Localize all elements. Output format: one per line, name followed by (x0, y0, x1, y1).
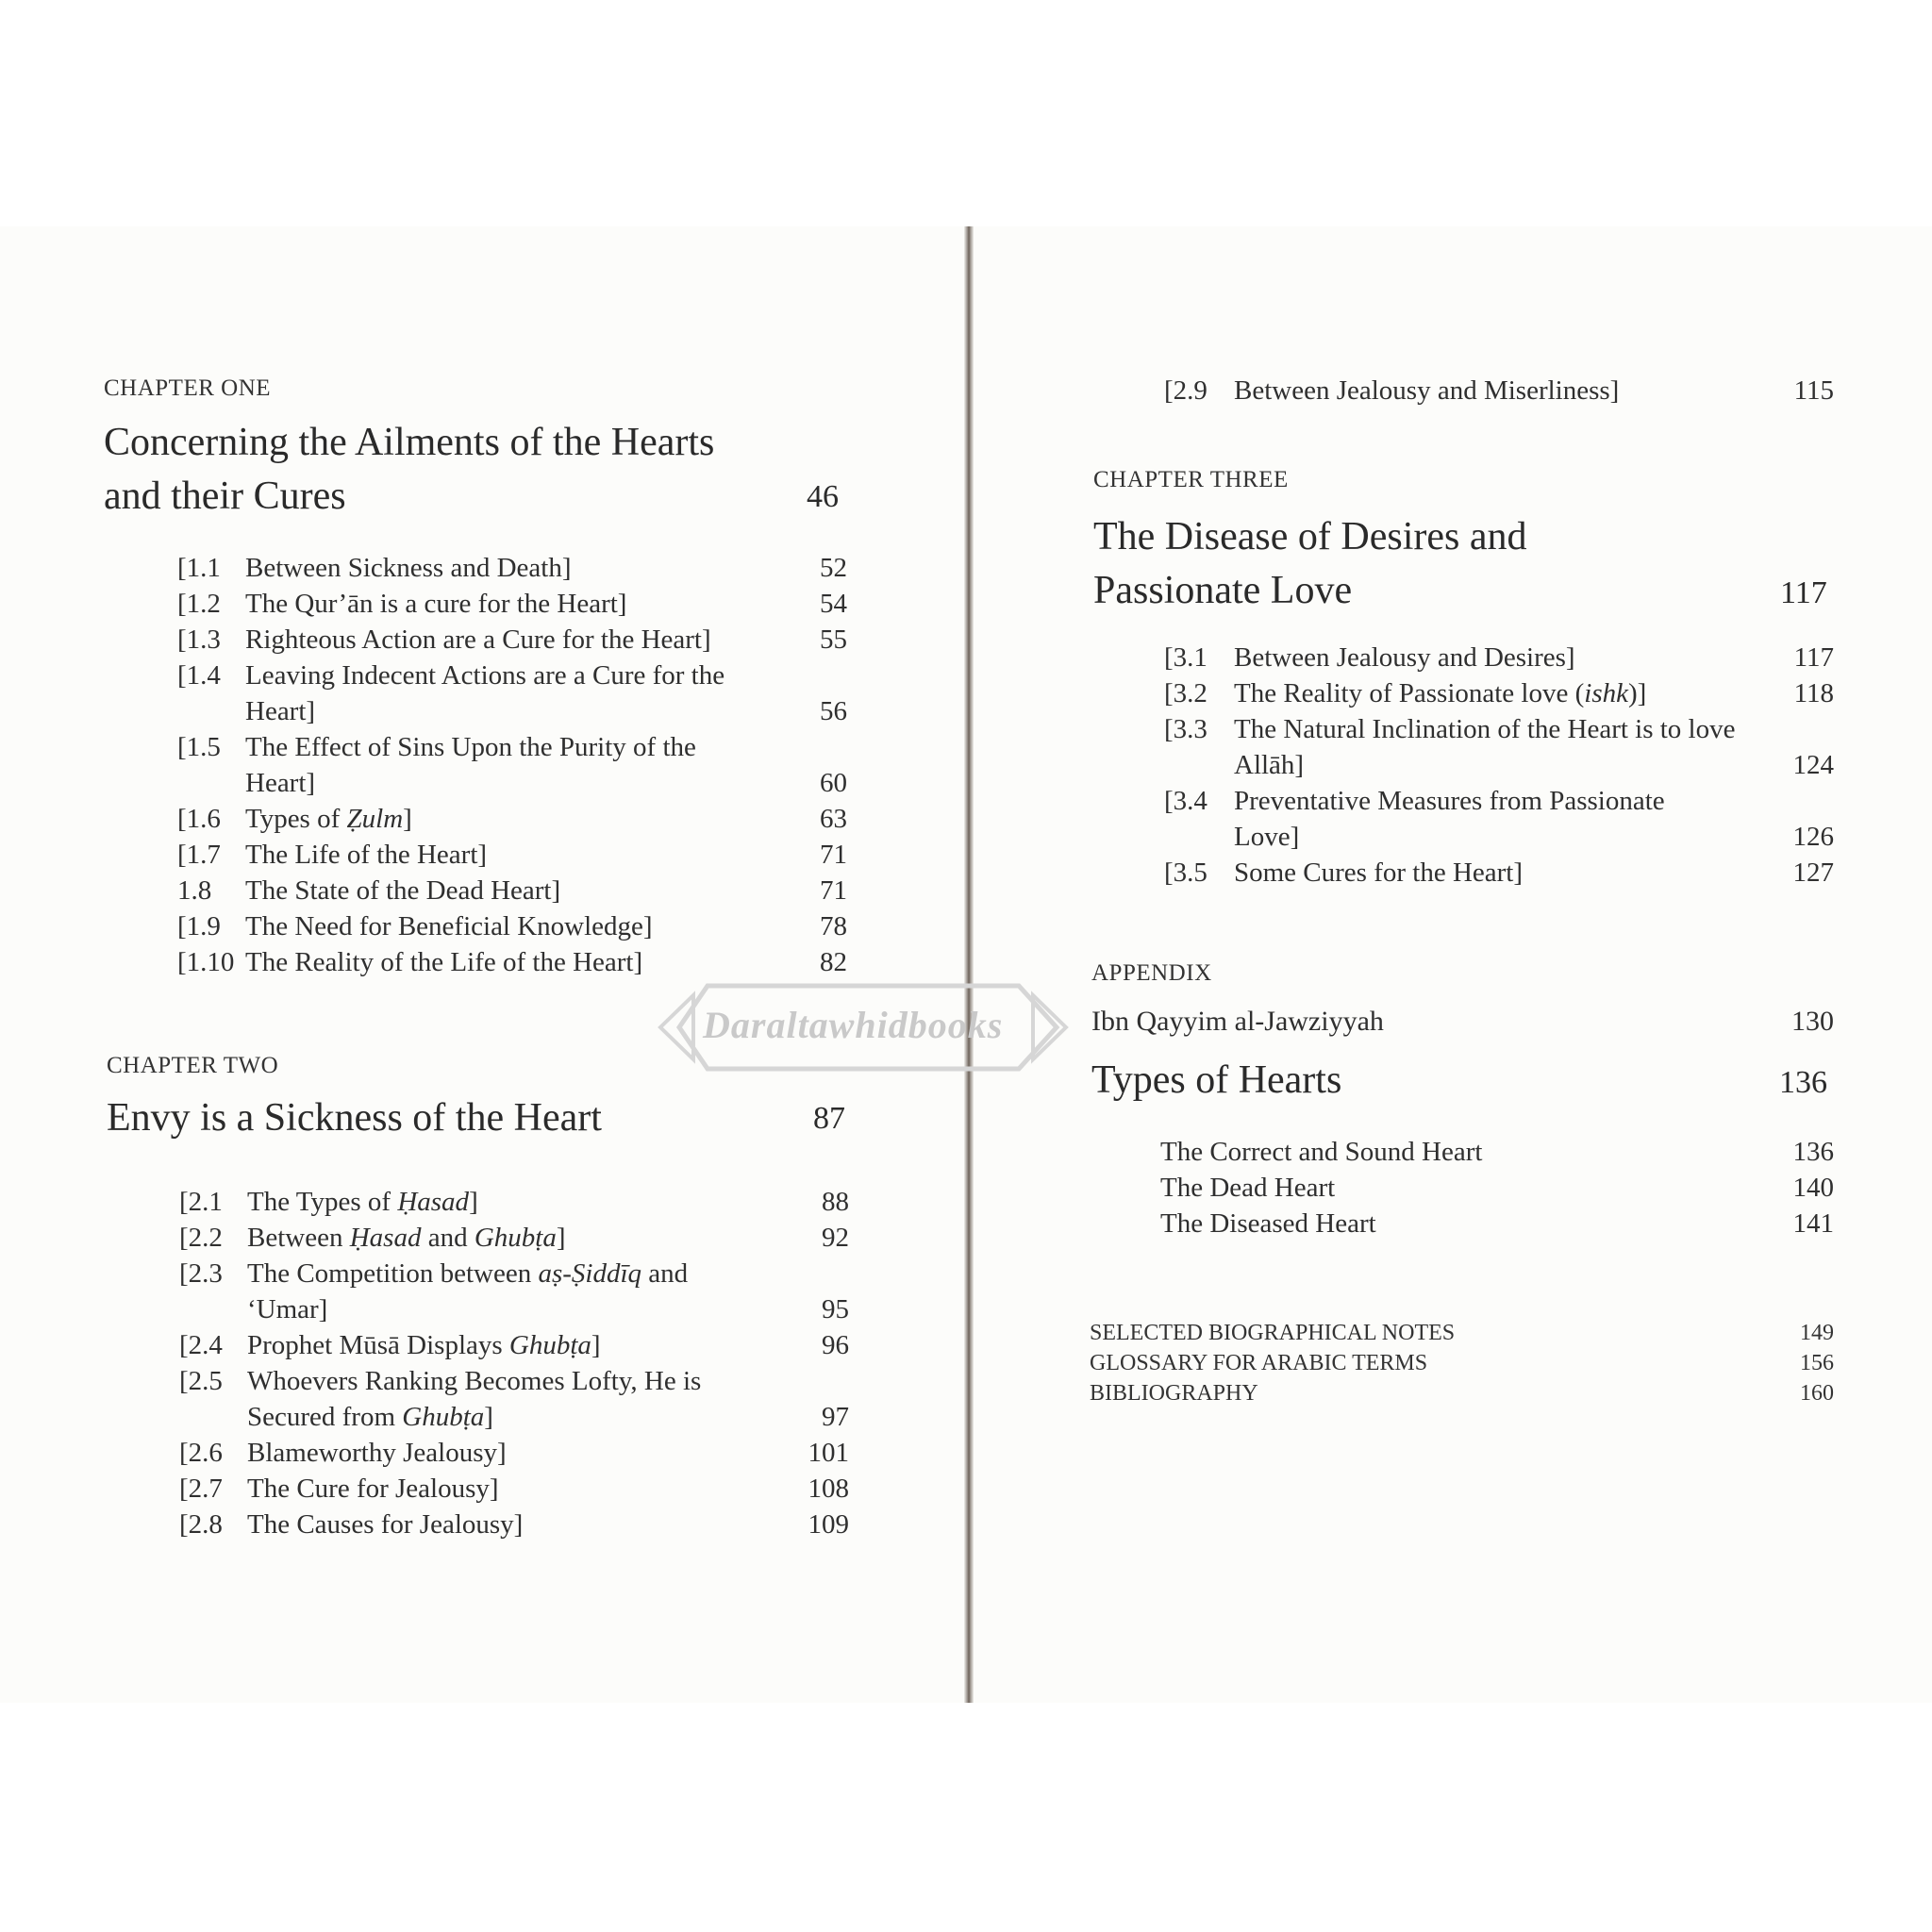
entry-title: Leaving Indecent Actions are a Cure for the (245, 660, 725, 691)
entry-number: [1.10 (177, 947, 235, 977)
entry-title-italic: Ḥasad (349, 1223, 422, 1253)
entry-title-mid: and (648, 1258, 689, 1289)
toc-entry (179, 1184, 849, 1220)
entry-title: The Correct and Sound Heart (1160, 1137, 1483, 1167)
entry-title-mid: and (427, 1223, 468, 1253)
entry-title-close: ] (484, 1402, 493, 1432)
entry-title-text: Types of (245, 804, 341, 834)
toc-entry (179, 1256, 849, 1327)
entry-title-text: Secured from (247, 1402, 396, 1432)
entry-number: [2.5 (179, 1366, 223, 1396)
toc-entry (1164, 373, 1834, 408)
entry-title-italic: aṣ-Ṣiddīq (538, 1258, 642, 1289)
entry-title: The Dead Heart (1160, 1173, 1336, 1203)
entry-title-close: ] (403, 804, 412, 834)
entry-number: [3.5 (1164, 858, 1208, 888)
entry-number: [3.1 (1164, 642, 1208, 673)
entry-number: 1.8 (177, 875, 212, 906)
entry-title: The Effect of Sins Upon the Purity of the (245, 732, 696, 762)
entry-title-continued: ‘Umar] (247, 1294, 328, 1324)
entry-page: 97 (822, 1402, 849, 1432)
entry-title: The Diseased Heart (1160, 1208, 1376, 1239)
entry-page: 96 (822, 1330, 849, 1360)
entry-number: [3.3 (1164, 714, 1208, 744)
appendix-item (1091, 1004, 1834, 1041)
entry-title: Whoevers Ranking Becomes Lofty, He is (247, 1366, 702, 1396)
toc-entry (177, 801, 847, 837)
entry-number: [2.7 (179, 1474, 223, 1504)
entry-title: The Cure for Jealousy] (247, 1474, 499, 1504)
chapter-three-title-line2: Passionate Love (1093, 569, 1353, 612)
entry-page: 109 (808, 1509, 849, 1540)
entry-title: Blameworthy Jealousy] (247, 1438, 507, 1468)
entry-title: The Causes for Jealousy] (247, 1509, 524, 1540)
entry-title-text: The Reality of Passionate love ( (1234, 678, 1585, 708)
entry-page: 101 (808, 1438, 849, 1468)
entry-title (247, 1327, 601, 1363)
toc-entry (179, 1363, 849, 1435)
entry-title: The Natural Inclination of the Heart is to love (1234, 714, 1736, 744)
backmatter-title: BIBLIOGRAPHY (1090, 1381, 1258, 1406)
entry-title (247, 1256, 688, 1291)
backmatter-page: 149 (1800, 1321, 1834, 1345)
entry-page: 71 (820, 840, 847, 870)
entry-title (245, 801, 412, 837)
entry-page: 54 (820, 589, 847, 619)
entry-title-text: Prophet Mūsā Displays (247, 1330, 503, 1360)
backmatter-entry (1090, 1318, 1834, 1348)
entry-title-continued: Heart] (245, 768, 316, 798)
entry-title-italic: ishk (1584, 678, 1628, 708)
entry-page: 127 (1792, 858, 1834, 888)
chapter-three-page: 117 (1780, 575, 1827, 610)
entry-page: 108 (808, 1474, 849, 1504)
entry-title: Between Sickness and Death] (245, 553, 572, 583)
entry-title: Preventative Measures from Passionate (1234, 786, 1665, 816)
toc-entry (179, 1327, 849, 1363)
entry-number: [2.9 (1164, 375, 1208, 406)
entry-title-text: The Competition between (247, 1258, 532, 1289)
chapter-two-title: Envy is a Sickness of the Heart (107, 1096, 602, 1140)
entry-page: 115 (1793, 375, 1834, 406)
entry-page: 71 (820, 875, 847, 906)
entry-number: [1.2 (177, 589, 221, 619)
toc-entry (177, 837, 847, 873)
toc-entry (177, 658, 847, 729)
entry-title: The Life of the Heart] (245, 840, 488, 870)
entry-title: Between Jealousy and Miserliness] (1234, 375, 1620, 406)
entry-title: Some Cures for the Heart] (1234, 858, 1524, 888)
toc-entry (179, 1471, 849, 1507)
entry-number: [2.2 (179, 1223, 223, 1253)
entry-title (1234, 675, 1646, 711)
backmatter-entry (1090, 1378, 1834, 1408)
toc-entry (179, 1507, 849, 1542)
entry-page: 88 (822, 1187, 849, 1217)
toc-entry (177, 586, 847, 622)
entry-title-close: )] (1627, 678, 1647, 708)
toc-entry (1164, 711, 1834, 783)
toc-entry (1160, 1206, 1834, 1241)
entry-number: [2.8 (179, 1509, 223, 1540)
toc-entry (177, 622, 847, 658)
chapter-one-title-line1: Concerning the Ailments of the Hearts (104, 421, 715, 464)
entry-title: Righteous Action are a Cure for the Heart] (245, 625, 711, 655)
entry-title (247, 1220, 566, 1256)
entry-page: 124 (1792, 750, 1834, 780)
chapter-two-page: 87 (813, 1101, 845, 1136)
entry-title-italic: Ghubṭa (402, 1402, 485, 1432)
entry-title: The Need for Beneficial Knowledge] (245, 911, 653, 941)
appendix-item-title: Ibn Qayyim al-Jawziyyah (1091, 1006, 1384, 1037)
toc-entry (1164, 640, 1834, 675)
entry-page: 117 (1793, 642, 1834, 673)
entry-page: 55 (820, 625, 847, 655)
chapter-one-title-line2: and their Cures (104, 475, 346, 518)
chapter-three-title-line1: The Disease of Desires and (1093, 515, 1527, 558)
entry-page: 141 (1792, 1208, 1834, 1239)
entry-page: 95 (822, 1294, 849, 1324)
toc-entry (177, 873, 847, 908)
toc-entry (1164, 855, 1834, 891)
backmatter-title: SELECTED BIOGRAPHICAL NOTES (1090, 1321, 1456, 1345)
entry-title-text: The Types of (247, 1187, 391, 1217)
chapter-one-label: CHAPTER ONE (104, 375, 272, 401)
entry-title-close: ] (556, 1223, 566, 1253)
chapter-two-label: CHAPTER TWO (107, 1053, 279, 1078)
entry-title: Between Jealousy and Desires] (1234, 642, 1575, 673)
entry-title-italic: Ḥasad (397, 1187, 470, 1217)
entry-title (247, 1184, 478, 1220)
entry-title-italic: Ghubṭa (508, 1330, 591, 1360)
backmatter-title: GLOSSARY FOR ARABIC TERMS (1090, 1351, 1428, 1375)
entry-number: [1.6 (177, 804, 221, 834)
entry-page: 60 (820, 768, 847, 798)
entry-number: [1.9 (177, 911, 221, 941)
entry-title-continued: Allāh] (1234, 750, 1305, 780)
entry-number: [1.3 (177, 625, 221, 655)
entry-title: The State of the Dead Heart] (245, 875, 561, 906)
entry-title: The Qur’ān is a cure for the Heart] (245, 589, 627, 619)
entry-title-continued: Love] (1234, 822, 1300, 852)
entry-title-continued: Heart] (245, 696, 316, 726)
entry-title: The Reality of the Life of the Heart] (245, 947, 643, 977)
entry-number: [1.1 (177, 553, 221, 583)
toc-entry (179, 1435, 849, 1471)
left-page (0, 226, 964, 1703)
types-of-hearts-title: Types of Hearts (1091, 1058, 1342, 1102)
entry-page: 82 (820, 947, 847, 977)
entry-page: 52 (820, 553, 847, 583)
entry-number: [3.2 (1164, 678, 1208, 708)
entry-title-italic: Ẓulm (346, 804, 404, 834)
types-of-hearts-page: 136 (1779, 1065, 1827, 1100)
entry-page: 92 (822, 1223, 849, 1253)
backmatter-entry (1090, 1348, 1834, 1378)
right-page (974, 226, 1932, 1703)
entry-title-italic-2: Ghubṭa (474, 1223, 557, 1253)
chapter-three-label: CHAPTER THREE (1093, 467, 1289, 492)
chapter-one-page: 46 (807, 479, 839, 514)
backmatter-page: 160 (1800, 1381, 1834, 1406)
toc-entry (1160, 1134, 1834, 1170)
entry-page: 63 (820, 804, 847, 834)
watermark-text: Daraltawhidbooks (703, 1004, 1004, 1046)
toc-entry (177, 729, 847, 801)
entry-number: [2.1 (179, 1187, 223, 1217)
entry-title-text: Between (247, 1223, 343, 1253)
toc-entry (1160, 1170, 1834, 1206)
book-gutter (964, 226, 974, 1703)
toc-entry (1164, 675, 1834, 711)
toc-entry (179, 1220, 849, 1256)
entry-number: [2.4 (179, 1330, 223, 1360)
entry-title-continued (247, 1399, 493, 1435)
toc-entry (177, 550, 847, 586)
appendix-label: APPENDIX (1091, 960, 1212, 986)
entry-number: [2.3 (179, 1258, 223, 1289)
entry-number: [1.7 (177, 840, 221, 870)
entry-number: [2.6 (179, 1438, 223, 1468)
backmatter-page: 156 (1800, 1351, 1834, 1375)
appendix-item-page: 130 (1791, 1006, 1834, 1037)
entry-number: [3.4 (1164, 786, 1208, 816)
entry-page: 140 (1792, 1173, 1834, 1203)
entry-number: [1.5 (177, 732, 221, 762)
entry-page: 118 (1793, 678, 1834, 708)
entry-number: [1.4 (177, 660, 221, 691)
entry-title-close: ] (469, 1187, 478, 1217)
entry-page: 78 (820, 911, 847, 941)
entry-title-close: ] (591, 1330, 601, 1360)
toc-entry (1164, 783, 1834, 855)
entry-page: 126 (1792, 822, 1834, 852)
entry-page: 136 (1792, 1137, 1834, 1167)
entry-page: 56 (820, 696, 847, 726)
toc-entry (177, 908, 847, 944)
